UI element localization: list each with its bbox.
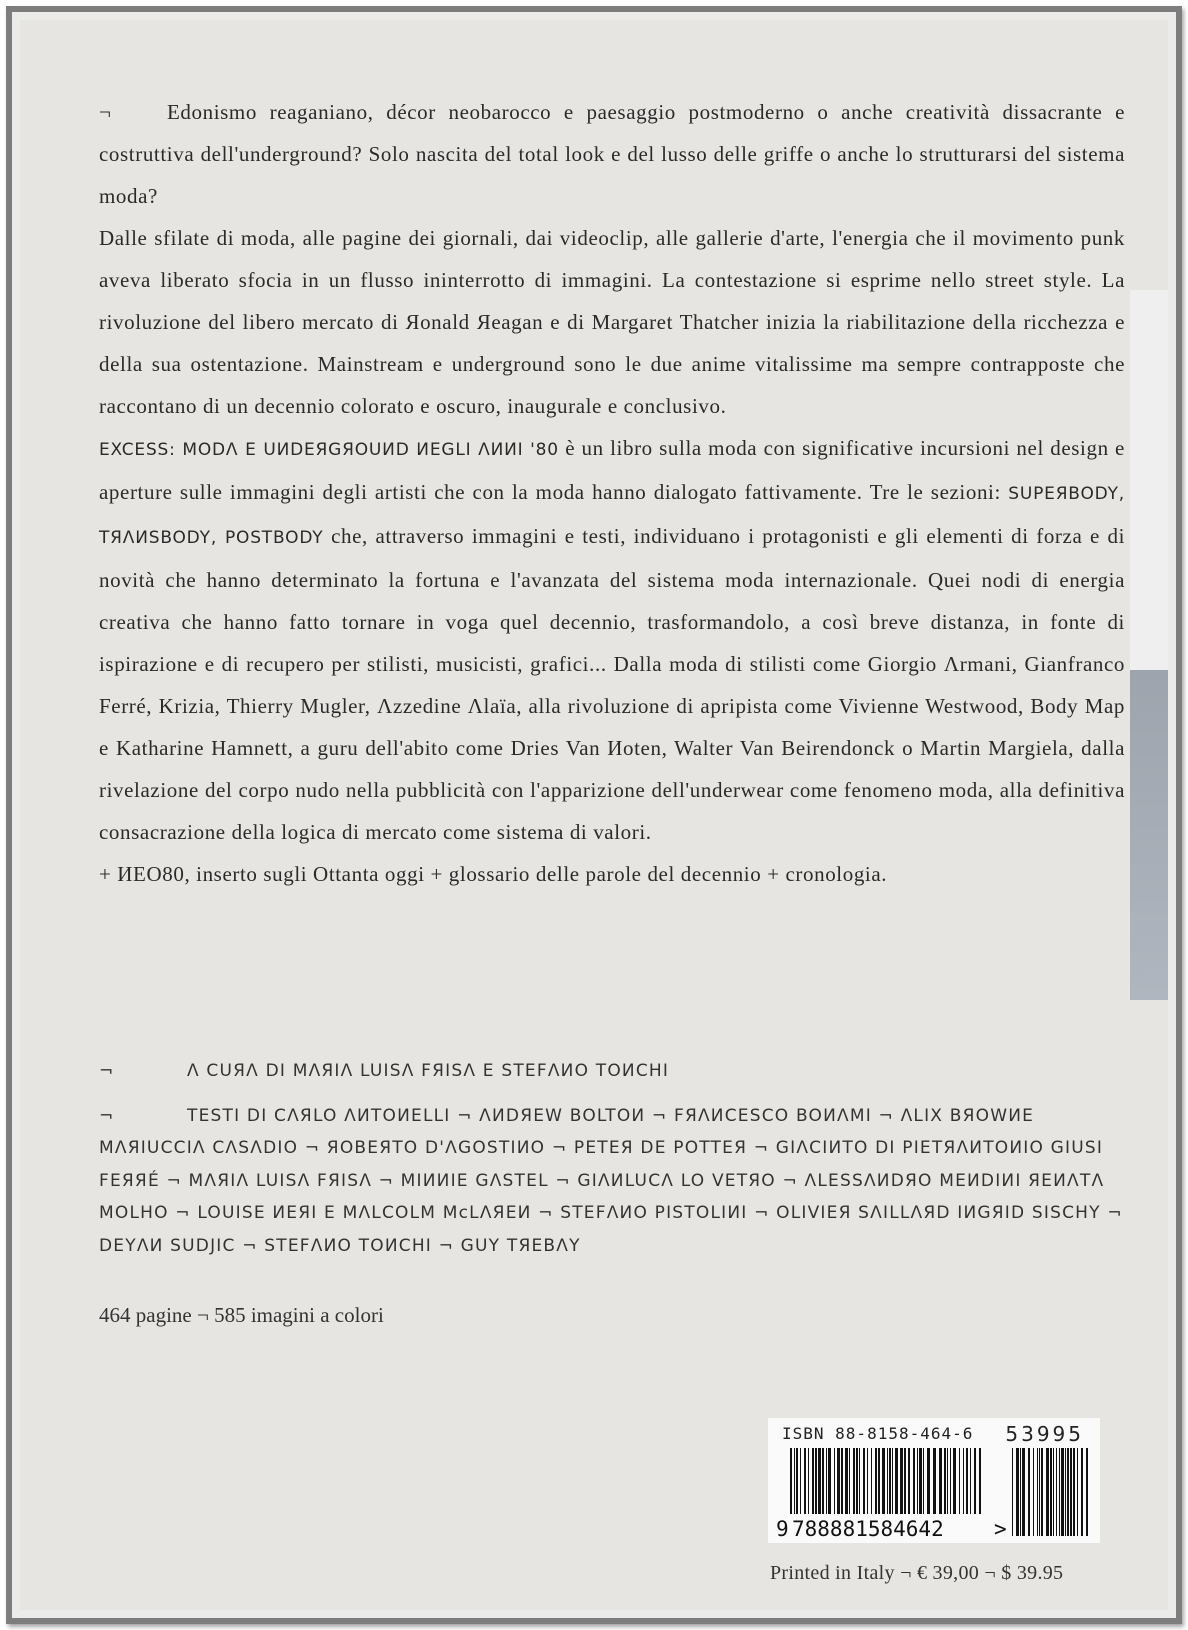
barcode-bar xyxy=(822,1448,824,1514)
edge-strip-dark xyxy=(1130,670,1168,1000)
barcode-bar xyxy=(950,1448,951,1514)
edge-strip-light xyxy=(1130,290,1168,670)
sections-list: SUPEЯBODY, TЯΛИSBODY, POSTBODY xyxy=(99,484,1125,548)
insert-line: + ИEO80, inserto sugli Ottanta oggi + glossario delle parole del decennio + cronologia. xyxy=(99,862,888,886)
barcode-bar xyxy=(966,1448,968,1514)
barcode-bar xyxy=(815,1448,817,1514)
ean-first-digit: 9 xyxy=(776,1517,789,1540)
barcode-bar xyxy=(790,1448,792,1514)
barcode xyxy=(768,1418,1100,1543)
addon-bar xyxy=(1022,1448,1025,1536)
addon-bar xyxy=(1059,1448,1060,1536)
barcode-bar xyxy=(867,1448,868,1514)
addon-bar xyxy=(1046,1448,1049,1536)
addon-bar xyxy=(1020,1448,1021,1536)
barcode-bar xyxy=(892,1448,893,1514)
addon-bar xyxy=(1012,1448,1013,1536)
barcode-bar xyxy=(895,1448,898,1514)
barcode-bar xyxy=(841,1448,843,1514)
ean-digits: 788881584642 xyxy=(792,1517,944,1540)
barcode-bar xyxy=(796,1448,798,1514)
barcode-bar xyxy=(900,1448,903,1514)
barcode-bar xyxy=(913,1448,915,1514)
barcode-bar xyxy=(863,1448,865,1514)
paragraph-1: ¬ Edonismo reaganiano, décor neobarocco e paesaggio postmoderno o anche creatività dissacrante e costruttiva dell'underground? Solo nascita del total look e del lusso delle griffe o anche lo strutturarsi del sistema moda? xyxy=(99,91,1125,217)
barcode-bar xyxy=(828,1448,831,1514)
cover-frame xyxy=(6,6,1182,1624)
barcode-bar xyxy=(963,1448,964,1514)
addon-bar xyxy=(1041,1448,1043,1536)
barcode-bar xyxy=(882,1448,885,1514)
barcode-bar xyxy=(794,1448,795,1514)
barcode-bar xyxy=(953,1448,956,1514)
barcode-bar xyxy=(917,1448,918,1514)
barcode-bar xyxy=(904,1448,906,1514)
barcode-bar xyxy=(878,1448,880,1514)
barcode-bar xyxy=(853,1448,855,1514)
ean-end-mark: > xyxy=(994,1517,1007,1540)
barcode-bar xyxy=(856,1448,858,1514)
tick-mark: ¬ xyxy=(99,100,112,124)
pages-info: 464 pagine ¬ 585 imagini a colori xyxy=(99,1303,384,1327)
barcode-bar xyxy=(919,1448,922,1514)
barcode-bar xyxy=(979,1448,981,1514)
barcode-bar xyxy=(812,1448,814,1514)
barcode-bar xyxy=(923,1448,924,1514)
addon-bar xyxy=(1065,1448,1066,1536)
curator-line: ¬ Λ CUЯΛ DI MΛЯIΛ LUISΛ FЯISΛ E STEFΛИO TOИCHI xyxy=(99,1061,670,1081)
barcode-bar xyxy=(849,1448,850,1514)
barcode-bar xyxy=(970,1448,971,1514)
addon-bar xyxy=(1070,1448,1072,1536)
barcode-bar xyxy=(804,1448,806,1514)
barcode-bar xyxy=(944,1448,946,1514)
book-title: EXCESS: MODΛ E UИDEЯGЯOUИD ИEGLI ΛИИI '80 xyxy=(99,440,559,460)
paragraph-3: EXCESS: MODΛ E UИDEЯGЯOUИD ИEGLI ΛИИI '80 è un libro sulla moda con significative incursioni nel design e aperture sulle immagini degli artisti che con la moda hanno dialogato fattivamente. Tre le sezioni: SUPEЯBODY, TЯΛИSBODY, POSTBODY che, attraverso immagini e testi, individuano i protagonisti e gli elementi di forza e di novità che hanno determinato la fortuna e l'avanzata del sistema moda internazionale. Quei nodi di energia creativa che hanno fatto tornare in voga quel decennio, trasformandolo, a così breve distanza, in fonte di ispirazione e di recupero per stilisti, musicisti, grafici... Dalla moda di stilisti come Giorgio Λrmani, Gianfranco Ferré, Krizia, Thierry Mugler, Λzzedine Λlaïa, alla rivoluzione di apripista come Vivienne Westwood, Body Map e Katharine Hamnett, a guru dell'abito come Dries Van Иoten, Walter Van Beirendonck o Martin Margiela, dalla rivelazione del corpo nudo nella pubblicità con l'apparizione dell'underwear come fenomeno moda, alla definitiva consacrazione della logica di mercato come sistema di valori. xyxy=(99,436,1125,844)
addon-bar xyxy=(1077,1448,1078,1536)
addon-bar xyxy=(1033,1448,1034,1536)
addon-bar xyxy=(1028,1448,1030,1536)
addon-bar xyxy=(1053,1448,1054,1536)
barcode-bar xyxy=(947,1448,948,1514)
barcode-bar xyxy=(834,1448,835,1514)
addon-bar xyxy=(1081,1448,1083,1536)
barcode-bar xyxy=(875,1448,877,1514)
addon-bar xyxy=(1037,1448,1038,1536)
barcode-bar xyxy=(837,1448,840,1514)
barcode-bars xyxy=(776,1448,1094,1540)
addon-bar xyxy=(1067,1448,1069,1536)
barcode-bar xyxy=(889,1448,891,1514)
addon-bar xyxy=(1039,1448,1040,1536)
addon-bar xyxy=(1073,1448,1075,1536)
addon-code: 53995 xyxy=(1005,1422,1084,1446)
barcode-bar xyxy=(871,1448,872,1514)
isbn-text: ISBN 88-8158-464-6 xyxy=(782,1424,974,1443)
barcode-bar xyxy=(800,1448,801,1514)
barcode-bar xyxy=(959,1448,960,1514)
addon-bar xyxy=(1056,1448,1057,1536)
barcode-bar xyxy=(818,1448,821,1514)
credits xyxy=(99,1055,1125,1262)
paragraph-2: Dalle sfilate di moda, alle pagine dei giornali, dai videoclip, alle gallerie d'arte, l'energia che il movimento punk aveva liberato sfocia in un flusso ininterrotto di immagini. La contestazione si esprime nello street style. La rivoluzione del libero mercato di Яonald Яeagan e di Margaret Thatcher inizia la riabilitazione della ricchezza e della sua ostentazione. Mainstream e underground sono le due anime vitalissime ma sempre contrapposte che raccontano di un decennio colorato e oscuro, inaugurale e conclusivo. xyxy=(99,226,1125,418)
barcode-bar xyxy=(887,1448,888,1514)
barcode-bar xyxy=(933,1448,936,1514)
barcode-bar xyxy=(859,1448,860,1514)
addon-bar xyxy=(1086,1448,1088,1536)
addon-bar xyxy=(1016,1448,1019,1536)
barcode-bar xyxy=(845,1448,848,1514)
contributors-line: ¬ TESTI DI CΛЯLO ΛИTOИELLI ¬ ΛИDЯEW BOLTOИ ¬ FЯΛИCESCO BOИΛMI ¬ ΛLIX BЯOWИE MΛЯIUCCIΛ CΛSΛDIO ¬ ЯOBEЯTO D'ΛGOSTIИO ¬ PETEЯ DE POTTEЯ ¬ GIΛCIИTO DI PIETЯΛИTOИIO GIUSI FEЯЯÉ ¬ MΛЯIΛ LUISΛ FЯISΛ ¬ MIИИIE GΛSTEL ¬ GIΛИLUCΛ LO VETЯO ¬ ΛLESSΛИDЯO MEИDIИI ЯEИΛTΛ MOLHO ¬ LOUISE ИEЯI E MΛLCOLM McLΛЯEИ ¬ STEFΛИO PISTOLIИI ¬ OLIVIEЯ SΛILLΛЯD IИGЯID SISCHY ¬ DEYΛИ SUDJIC ¬ STEFΛИO TOИCHI ¬ GUY TЯEBΛY xyxy=(99,1105,1123,1256)
barcode-bar xyxy=(927,1448,930,1514)
barcode-bar xyxy=(939,1448,942,1514)
back-cover xyxy=(20,20,1168,1610)
barcode-bar xyxy=(908,1448,910,1514)
barcode-bar xyxy=(808,1448,809,1514)
barcode-bar xyxy=(826,1448,827,1514)
addon-bar xyxy=(1061,1448,1064,1536)
addon-bar xyxy=(1050,1448,1052,1536)
price-line: Printed in Italy ¬ € 39,00 ¬ $ 39.95 xyxy=(770,1562,1064,1584)
barcode-bar xyxy=(974,1448,976,1514)
description xyxy=(99,91,1125,895)
